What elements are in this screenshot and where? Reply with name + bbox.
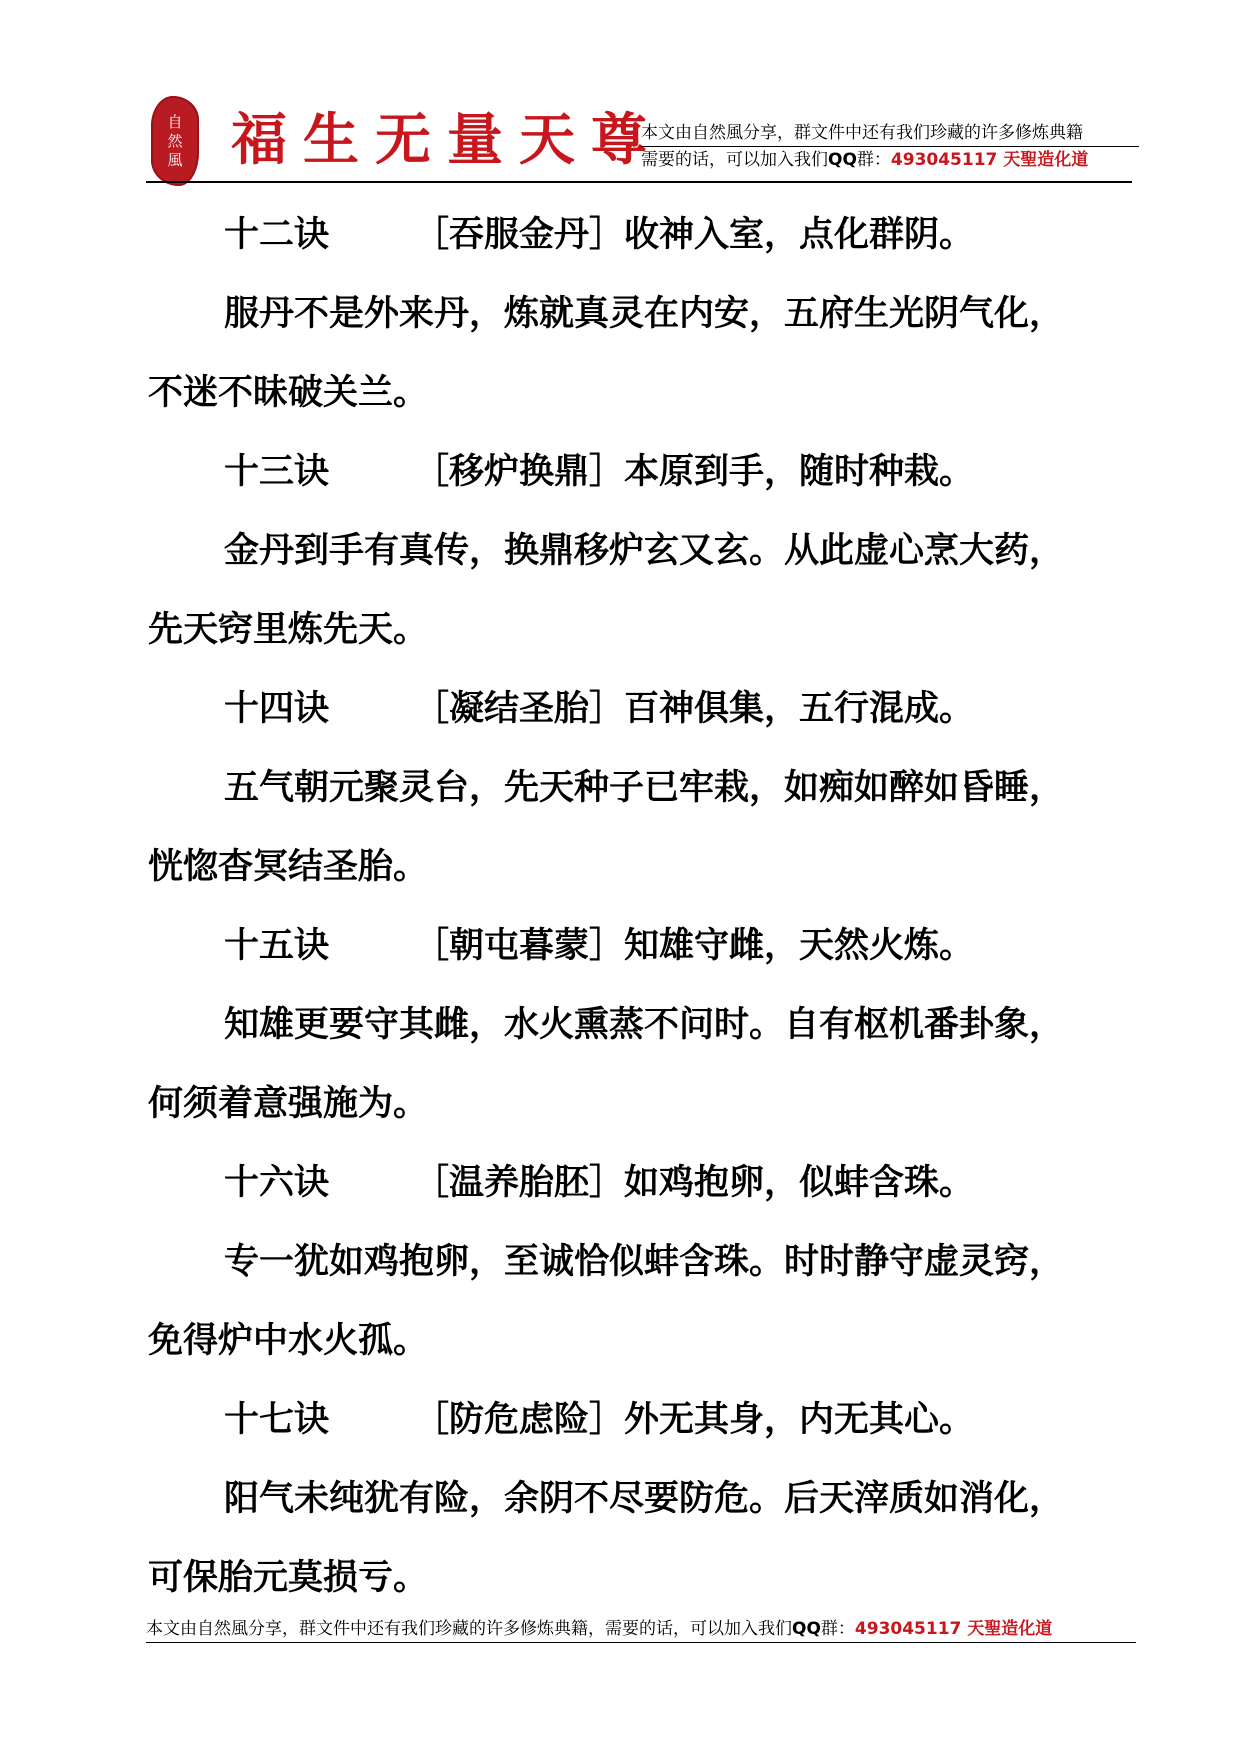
verse-line: 阳气未纯犹有险，余阴不尽要防危。后天滓质如消化， xyxy=(224,1479,1065,1519)
verse-line: 恍惚杳冥结圣胎。 xyxy=(148,847,429,887)
header-group-label: 群： xyxy=(856,150,891,170)
verse-line: 金丹到手有真传，换鼎移炉玄又玄。从此虚心烹大药， xyxy=(224,531,1065,571)
section-heading xyxy=(148,205,1118,284)
section-number: 十五诀 xyxy=(224,926,330,966)
seal-char: 自 xyxy=(167,112,183,131)
section-heading xyxy=(148,679,1118,758)
section-number: 十七诀 xyxy=(224,1400,330,1440)
section-title: ［吞服金丹］收神入室，点化群阴。 xyxy=(414,215,975,255)
verse-line: 服丹不是外来丹，炼就真灵在内安，五府生光阴气化， xyxy=(224,294,1065,334)
section-title: ［朝屯暮蒙］知雄守雌，天然火炼。 xyxy=(414,926,975,966)
section-number: 十二诀 xyxy=(224,215,330,255)
verse-line: 不迷不昧破关兰。 xyxy=(148,373,429,413)
section-heading xyxy=(148,442,1118,521)
verse-line: 五气朝元聚灵台，先天种子已牢栽，如痴如醉如昏睡， xyxy=(224,768,1065,808)
section-heading xyxy=(148,1153,1118,1232)
section-heading xyxy=(148,1390,1118,1469)
footer-qq-label: QQ xyxy=(792,1619,821,1639)
verse-line: 先天窍里炼先天。 xyxy=(148,610,429,650)
footer-group-label: 群： xyxy=(820,1619,855,1639)
page-footer xyxy=(146,1616,1136,1643)
verse-line: 专一犹如鸡抱卵，至诚恰似蚌含珠。时时静守虚灵窍， xyxy=(224,1242,1065,1282)
footer-group-id: 493045117 天聖造化道 xyxy=(854,1619,1053,1639)
document-body xyxy=(148,205,1118,1627)
seal-logo xyxy=(151,96,199,186)
header-divider xyxy=(146,181,1132,183)
section-number: 十三诀 xyxy=(224,452,330,492)
page-header xyxy=(146,80,1136,188)
header-notice-line2 xyxy=(641,147,1139,173)
section-title: ［移炉换鼎］本原到手，随时种栽。 xyxy=(414,452,975,492)
verse-line: 知雄更要守其雌，水火熏蒸不问时。自有枢机番卦象， xyxy=(224,1005,1065,1045)
header-notice-prefix: 需要的话，可以加入我们 xyxy=(641,150,828,170)
section-heading xyxy=(148,916,1118,995)
section-title: ［防危虑险］外无其身，内无其心。 xyxy=(414,1400,975,1440)
section-number: 十六诀 xyxy=(224,1163,330,1203)
section-title: ［凝结圣胎］百神俱集，五行混成。 xyxy=(414,689,975,729)
verse-line: 可保胎元莫损亏。 xyxy=(148,1558,429,1598)
header-group-id: 493045117 天聖造化道 xyxy=(890,150,1089,170)
header-qq-label: QQ xyxy=(828,150,857,170)
footer-notice: 本文由自然風分享，群文件中还有我们珍藏的许多修炼典籍，需要的话，可以加入我们 xyxy=(146,1619,792,1639)
header-notice-line1: 本文由自然風分享，群文件中还有我们珍藏的许多修炼典籍 xyxy=(641,120,1139,147)
seal-char: 然 xyxy=(167,131,183,150)
seal-char: 風 xyxy=(167,150,183,169)
verse-line: 何须着意强施为。 xyxy=(148,1084,429,1124)
brand-title: 福生无量天尊 xyxy=(231,107,663,173)
section-title: ［温养胎胚］如鸡抱卵，似蚌含珠。 xyxy=(414,1163,975,1203)
header-notice xyxy=(641,120,1139,173)
verse-line: 免得炉中水火孤。 xyxy=(148,1321,429,1361)
section-number: 十四诀 xyxy=(224,689,330,729)
